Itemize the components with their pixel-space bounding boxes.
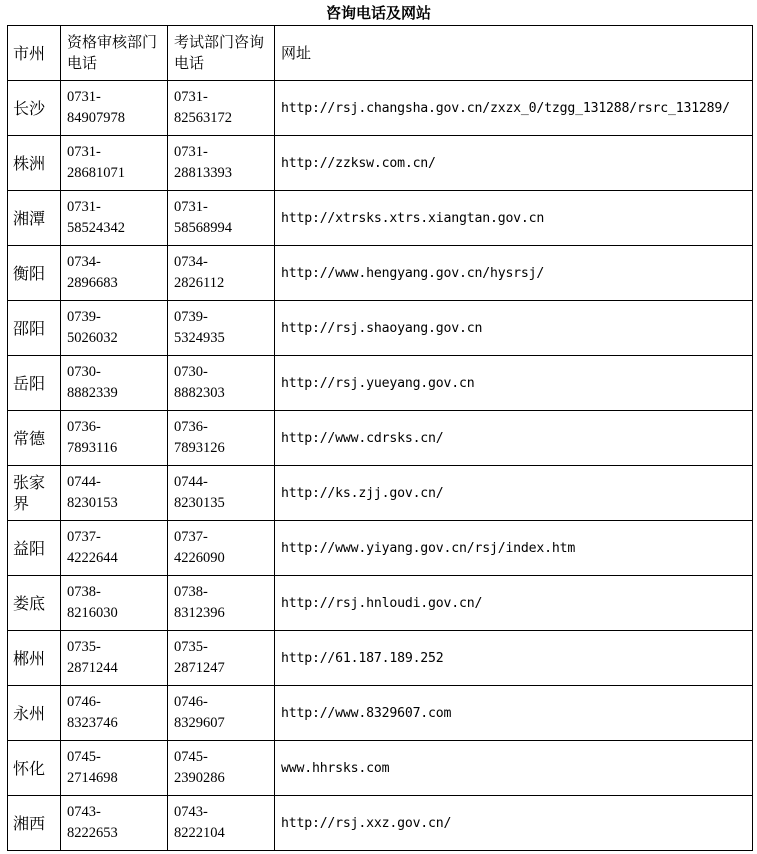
phone-line: 8230153 — [67, 495, 118, 511]
city-cell: 益阳 — [8, 521, 61, 576]
qual-phone-cell — [61, 521, 168, 576]
website-cell[interactable]: http://rsj.yueyang.gov.cn — [275, 356, 753, 411]
website-cell[interactable]: http://xtrsks.xtrs.xiangtan.gov.cn — [275, 191, 753, 246]
phone-line: 0731- — [174, 144, 208, 160]
phone-line: 0738- — [174, 584, 208, 600]
phone-line: 8222104 — [174, 825, 225, 841]
table-row — [8, 301, 753, 356]
phone-line: 2896683 — [67, 275, 118, 291]
city-cell: 怀化 — [8, 741, 61, 796]
table-row — [8, 796, 753, 851]
phone-line: 58568994 — [174, 220, 232, 236]
website-cell[interactable]: http://www.8329607.com — [275, 686, 753, 741]
phone-line: 0731- — [174, 199, 208, 215]
phone-line: 8216030 — [67, 605, 118, 621]
phone-line: 8323746 — [67, 715, 118, 731]
phone-line: 7893116 — [67, 440, 118, 456]
website-cell[interactable]: http://rsj.xxz.gov.cn/ — [275, 796, 753, 851]
header-exam-phone: 考试部门咨询电话 — [168, 26, 275, 81]
phone-line: 0743- — [174, 804, 208, 820]
exam-phone-cell — [168, 631, 275, 686]
exam-phone-cell — [168, 191, 275, 246]
qual-phone-cell — [61, 631, 168, 686]
phone-line: 0738- — [67, 584, 101, 600]
qual-phone-cell — [61, 686, 168, 741]
phone-line: 0736- — [67, 419, 101, 435]
table-row — [8, 136, 753, 191]
phone-line: 0743- — [67, 804, 101, 820]
phone-line: 0735- — [174, 639, 208, 655]
website-cell[interactable]: http://rsj.changsha.gov.cn/zxzx_0/tzgg_131288/rsrc_131289/ — [275, 81, 753, 136]
table-row — [8, 411, 753, 466]
city-cell: 湘西 — [8, 796, 61, 851]
table-row — [8, 356, 753, 411]
table-row — [8, 686, 753, 741]
phone-line: 28681071 — [67, 165, 125, 181]
city-cell: 常德 — [8, 411, 61, 466]
phone-line: 5324935 — [174, 330, 225, 346]
website-cell[interactable]: http://www.yiyang.gov.cn/rsj/index.htm — [275, 521, 753, 576]
qual-phone-cell — [61, 301, 168, 356]
table-row — [8, 466, 753, 521]
phone-line: 8882303 — [174, 385, 225, 401]
header-row — [8, 26, 753, 81]
qual-phone-cell — [61, 246, 168, 301]
page-title: 咨询电话及网站 — [325, 4, 431, 22]
table-row — [8, 576, 753, 631]
qual-phone-cell — [61, 136, 168, 191]
phone-line: 2871247 — [174, 660, 225, 676]
website-cell[interactable]: http://rsj.shaoyang.gov.cn — [275, 301, 753, 356]
website-cell[interactable]: www.hhrsks.com — [275, 741, 753, 796]
phone-line: 0739- — [67, 309, 101, 325]
city-cell: 湘潭 — [8, 191, 61, 246]
exam-phone-cell — [168, 301, 275, 356]
table-row — [8, 631, 753, 686]
website-cell[interactable]: http://www.cdrsks.cn/ — [275, 411, 753, 466]
phone-line: 8230135 — [174, 495, 225, 511]
phone-line: 0745- — [67, 749, 101, 765]
phone-line: 0737- — [67, 529, 101, 545]
qual-phone-cell — [61, 411, 168, 466]
city-cell: 岳阳 — [8, 356, 61, 411]
header-city: 市州 — [8, 26, 61, 81]
exam-phone-cell — [168, 246, 275, 301]
qual-phone-cell — [61, 356, 168, 411]
qual-phone-cell — [61, 741, 168, 796]
phone-line: 2871244 — [67, 660, 118, 676]
phone-line: 0731- — [67, 144, 101, 160]
phone-line: 82563172 — [174, 110, 232, 126]
phone-line: 7893126 — [174, 440, 225, 456]
phone-line: 0744- — [67, 474, 101, 490]
website-cell[interactable]: http://61.187.189.252 — [275, 631, 753, 686]
exam-phone-cell — [168, 466, 275, 521]
table-row — [8, 741, 753, 796]
qual-phone-cell — [61, 466, 168, 521]
city-cell: 张家界 — [8, 466, 61, 521]
phone-line: 0744- — [174, 474, 208, 490]
phone-line: 8312396 — [174, 605, 225, 621]
website-cell[interactable]: http://ks.zjj.gov.cn/ — [275, 466, 753, 521]
phone-line: 28813393 — [174, 165, 232, 181]
header-website: 网址 — [275, 26, 753, 81]
table-row — [8, 191, 753, 246]
website-cell[interactable]: http://www.hengyang.gov.cn/hysrsj/ — [275, 246, 753, 301]
phone-line: 0736- — [174, 419, 208, 435]
phone-line: 84907978 — [67, 110, 125, 126]
phone-line: 0735- — [67, 639, 101, 655]
phone-line: 8329607 — [174, 715, 225, 731]
qual-phone-cell — [61, 191, 168, 246]
phone-line: 2390286 — [174, 770, 225, 786]
qual-phone-cell — [61, 576, 168, 631]
phone-line: 0746- — [67, 694, 101, 710]
phone-line: 0731- — [67, 89, 101, 105]
phone-line: 2826112 — [174, 275, 225, 291]
phone-line: 0731- — [67, 199, 101, 215]
phone-line: 0730- — [174, 364, 208, 380]
table-body — [8, 26, 753, 851]
phone-line: 0730- — [67, 364, 101, 380]
exam-phone-cell — [168, 356, 275, 411]
exam-phone-cell — [168, 686, 275, 741]
contact-table — [7, 25, 753, 851]
exam-phone-cell — [168, 411, 275, 466]
table-row — [8, 246, 753, 301]
website-cell[interactable]: http://zzksw.com.cn/ — [275, 136, 753, 191]
exam-phone-cell — [168, 136, 275, 191]
exam-phone-cell — [168, 81, 275, 136]
table-row — [8, 81, 753, 136]
phone-line: 0731- — [174, 89, 208, 105]
phone-line: 4222644 — [67, 550, 118, 566]
city-cell: 郴州 — [8, 631, 61, 686]
city-cell: 长沙 — [8, 81, 61, 136]
table-row — [8, 521, 753, 576]
phone-line: 2714698 — [67, 770, 118, 786]
phone-line: 0746- — [174, 694, 208, 710]
phone-line: 0734- — [67, 254, 101, 270]
exam-phone-cell — [168, 576, 275, 631]
phone-line: 4226090 — [174, 550, 225, 566]
exam-phone-cell — [168, 796, 275, 851]
city-cell: 株洲 — [8, 136, 61, 191]
phone-line: 5026032 — [67, 330, 118, 346]
phone-line: 0737- — [174, 529, 208, 545]
phone-line: 0745- — [174, 749, 208, 765]
city-cell: 娄底 — [8, 576, 61, 631]
qual-phone-cell — [61, 796, 168, 851]
city-cell: 衡阳 — [8, 246, 61, 301]
phone-line: 0734- — [174, 254, 208, 270]
city-cell: 永州 — [8, 686, 61, 741]
header-qual-phone: 资格审核部门电话 — [61, 26, 168, 81]
exam-phone-cell — [168, 741, 275, 796]
city-cell: 邵阳 — [8, 301, 61, 356]
phone-line: 8882339 — [67, 385, 118, 401]
phone-line: 8222653 — [67, 825, 118, 841]
exam-phone-cell — [168, 521, 275, 576]
website-cell[interactable]: http://rsj.hnloudi.gov.cn/ — [275, 576, 753, 631]
phone-line: 58524342 — [67, 220, 125, 236]
phone-line: 0739- — [174, 309, 208, 325]
qual-phone-cell — [61, 81, 168, 136]
